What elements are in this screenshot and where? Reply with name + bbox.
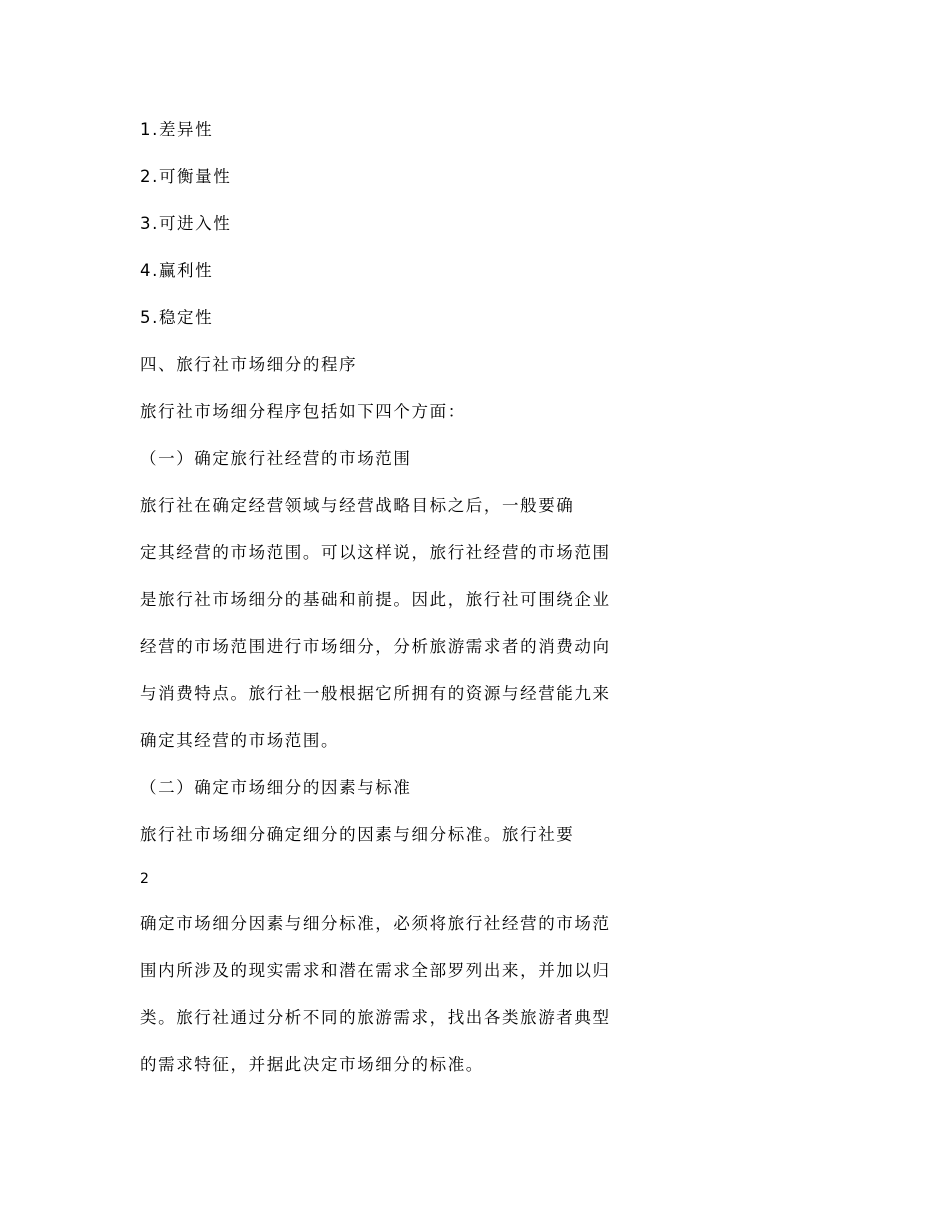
body-text-line: 确定其经营的市场范围。 [140, 731, 340, 750]
body-text-line: 的需求特征，并据此决定市场细分的标准。 [140, 1055, 484, 1074]
list-item-2: 2.可衡量性 [140, 167, 232, 186]
list-item-3: 3.可进入性 [140, 214, 232, 233]
body-text-line: 是旅行社市场细分的基础和前提。因此，旅行社可围绕企业 [140, 590, 611, 609]
body-text-line: 类。旅行社通过分析不同的旅游需求，找出各类旅游者典型 [140, 1008, 611, 1027]
subsection-heading: （一）确定旅行社经营的市场范围 [140, 449, 412, 468]
section-heading: 四、旅行社市场细分的程序 [140, 355, 358, 374]
page-number: 2 [140, 871, 149, 887]
body-text-line: 与消费特点。旅行社一般根据它所拥有的资源与经营能九来 [140, 684, 611, 703]
body-text-line: 旅行社在确定经营领域与经营战略目标之后，一般要确 [140, 496, 575, 515]
list-item-5: 5.稳定性 [140, 308, 214, 327]
body-text-line: 定其经营的市场范围。可以这样说，旅行社经营的市场范围 [140, 543, 611, 562]
body-text-line: 旅行社市场细分确定细分的因素与细分标准。旅行社要 [140, 825, 575, 844]
list-item-4: 4.赢利性 [140, 261, 214, 280]
body-text-line: 确定市场细分因素与细分标准，必须将旅行社经营的市场范 [140, 914, 611, 933]
subsection-heading: （二）确定市场细分的因素与标准 [140, 778, 412, 797]
body-text-line: 经营的市场范围进行市场细分，分析旅游需求者的消费动向 [140, 637, 611, 656]
list-item-1: 1.差异性 [140, 120, 214, 139]
body-text-line: 旅行社市场细分程序包括如下四个方面： [140, 402, 466, 421]
body-text-line: 围内所涉及的现实需求和潜在需求全部罗列出来，并加以归 [140, 961, 611, 980]
